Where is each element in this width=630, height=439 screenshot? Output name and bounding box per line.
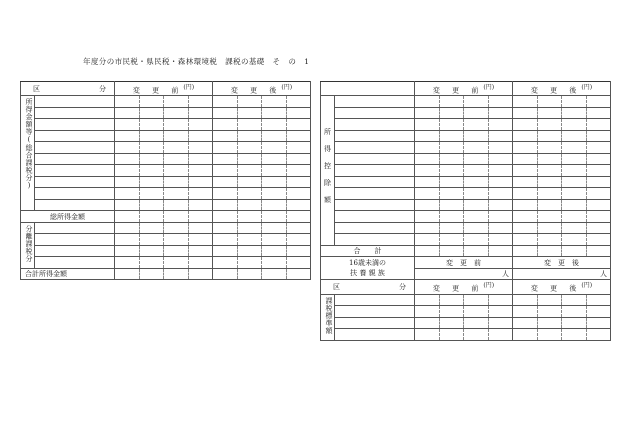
deduction-after-cell[interactable] [513, 222, 611, 234]
sum-income-after[interactable] [213, 268, 311, 280]
taxable-before-cell[interactable] [415, 329, 513, 341]
separate-row-label[interactable] [35, 234, 115, 246]
deduction-group-label: 所得控除額 [321, 96, 335, 246]
dependents-label: 16歳未満の 扶 養 親 族 [321, 257, 415, 280]
deduction-after-cell[interactable] [513, 96, 611, 108]
before-header: 変 更 前(円) [415, 82, 513, 96]
taxable-after-cell[interactable] [513, 317, 611, 329]
deduction-after-cell[interactable] [513, 234, 611, 246]
deduction-before-cell[interactable] [415, 222, 513, 234]
taxable-after-cell[interactable] [513, 329, 611, 341]
taxable-row-label[interactable] [335, 306, 415, 318]
separate-before-cell[interactable] [115, 257, 213, 269]
taxable-after-cell[interactable] [513, 294, 611, 306]
deduction-after-cell[interactable] [513, 119, 611, 131]
separate-after-cell[interactable] [213, 245, 311, 257]
income-before-cell[interactable] [115, 188, 213, 200]
income-row-label[interactable] [35, 142, 115, 154]
income-row-label[interactable] [35, 96, 115, 108]
total-income-label: 総所得金額 [21, 211, 115, 223]
deduction-row-label[interactable] [335, 96, 415, 108]
income-after-cell[interactable] [213, 96, 311, 108]
income-row-label[interactable] [35, 119, 115, 131]
deduction-row-label[interactable] [335, 211, 415, 223]
separate-group-label: 分離課税分 [21, 222, 35, 268]
income-row-label[interactable] [35, 130, 115, 142]
person-unit: 人 [600, 270, 607, 279]
right-deduction-table [320, 81, 611, 341]
sum-income-label: 合計所得金額 [21, 268, 115, 280]
income-row-label[interactable] [35, 176, 115, 188]
total-income-after[interactable] [213, 211, 311, 223]
shotoku-group-label: 所得金額等(総合課税分) [21, 96, 35, 211]
deduction-row-label[interactable] [335, 130, 415, 142]
kubun-header: 区 分 [21, 82, 115, 96]
income-row-label[interactable] [35, 188, 115, 200]
deduction-after-cell[interactable] [513, 176, 611, 188]
deduction-sum-before[interactable] [415, 245, 513, 257]
deduction-after-cell[interactable] [513, 142, 611, 154]
deduction-before-cell[interactable] [415, 142, 513, 154]
income-after-cell[interactable] [213, 153, 311, 165]
taxable-row-label[interactable] [335, 317, 415, 329]
page-title: 年度分の市民税・県民税・森林環境税 課税の基礎 そ の 1 [83, 57, 310, 66]
income-before-cell[interactable] [115, 130, 213, 142]
separate-before-cell[interactable] [115, 245, 213, 257]
income-row-label[interactable] [35, 153, 115, 165]
taxable-row-label[interactable] [335, 329, 415, 341]
deduction-after-cell[interactable] [513, 153, 611, 165]
income-row-label[interactable] [35, 199, 115, 211]
income-before-cell[interactable] [115, 176, 213, 188]
deduction-row-label[interactable] [335, 107, 415, 119]
deduction-row-label[interactable] [335, 119, 415, 131]
after-header: 変 更 後(円) [213, 82, 311, 96]
dependents-before-count[interactable] [415, 268, 513, 280]
taxable-before-header: 変 更 前(円) [415, 280, 513, 294]
kubun-header: 区 分 [321, 280, 415, 294]
deduction-before-cell[interactable] [415, 119, 513, 131]
after-header: 変 更 後(円) [513, 82, 611, 96]
income-after-cell[interactable] [213, 107, 311, 119]
income-before-cell[interactable] [115, 165, 213, 177]
sum-income-before[interactable] [115, 268, 213, 280]
deduction-row-label[interactable] [335, 222, 415, 234]
total-income-before[interactable] [115, 211, 213, 223]
separate-row-label[interactable] [35, 257, 115, 269]
deduction-sum-label: 合 計 [321, 245, 415, 257]
deduction-row-label[interactable] [335, 142, 415, 154]
deduction-before-cell[interactable] [415, 96, 513, 108]
deduction-before-cell[interactable] [415, 130, 513, 142]
income-before-cell[interactable] [115, 153, 213, 165]
income-after-cell[interactable] [213, 188, 311, 200]
income-after-cell[interactable] [213, 130, 311, 142]
deduction-after-cell[interactable] [513, 165, 611, 177]
left-income-table [20, 81, 311, 280]
separate-before-cell[interactable] [115, 234, 213, 246]
deduction-row-label[interactable] [335, 234, 415, 246]
taxable-after-header: 変 更 後(円) [513, 280, 611, 294]
taxable-before-cell[interactable] [415, 294, 513, 306]
income-before-cell[interactable] [115, 142, 213, 154]
taxable-row-label[interactable] [335, 294, 415, 306]
income-after-cell[interactable] [213, 199, 311, 211]
deduction-after-cell[interactable] [513, 211, 611, 223]
deduction-after-cell[interactable] [513, 107, 611, 119]
income-after-cell[interactable] [213, 165, 311, 177]
deduction-after-cell[interactable] [513, 130, 611, 142]
blank-header [321, 82, 415, 96]
deduction-row-label[interactable] [335, 165, 415, 177]
income-row-label[interactable] [35, 165, 115, 177]
deduction-before-cell[interactable] [415, 199, 513, 211]
dependents-before-header: 変 更 前 [415, 257, 513, 269]
income-after-cell[interactable] [213, 119, 311, 131]
income-after-cell[interactable] [213, 142, 311, 154]
separate-before-cell[interactable] [115, 222, 213, 234]
deduction-before-cell[interactable] [415, 153, 513, 165]
deduction-before-cell[interactable] [415, 176, 513, 188]
before-header: 変 更 前(円) [115, 82, 213, 96]
separate-row-label[interactable] [35, 245, 115, 257]
taxable-group-label: 課税標準額 [321, 294, 335, 340]
deduction-after-cell[interactable] [513, 199, 611, 211]
deduction-before-cell[interactable] [415, 165, 513, 177]
income-after-cell[interactable] [213, 176, 311, 188]
income-before-cell[interactable] [115, 119, 213, 131]
separate-row-label[interactable] [35, 222, 115, 234]
person-unit: 人 [502, 270, 509, 279]
income-row-label[interactable] [35, 107, 115, 119]
taxable-before-cell[interactable] [415, 306, 513, 318]
dependents-after-count[interactable] [513, 268, 611, 280]
deduction-row-label[interactable] [335, 176, 415, 188]
deduction-before-cell[interactable] [415, 188, 513, 200]
separate-after-cell[interactable] [213, 257, 311, 269]
income-before-cell[interactable] [115, 96, 213, 108]
separate-after-cell[interactable] [213, 234, 311, 246]
separate-after-cell[interactable] [213, 222, 311, 234]
deduction-before-cell[interactable] [415, 234, 513, 246]
deduction-sum-after[interactable] [513, 245, 611, 257]
deduction-after-cell[interactable] [513, 188, 611, 200]
deduction-row-label[interactable] [335, 199, 415, 211]
deduction-row-label[interactable] [335, 153, 415, 165]
income-before-cell[interactable] [115, 107, 213, 119]
income-before-cell[interactable] [115, 199, 213, 211]
deduction-row-label[interactable] [335, 188, 415, 200]
taxable-before-cell[interactable] [415, 317, 513, 329]
deduction-before-cell[interactable] [415, 107, 513, 119]
taxable-after-cell[interactable] [513, 306, 611, 318]
dependents-after-header: 変 更 後 [513, 257, 611, 269]
deduction-before-cell[interactable] [415, 211, 513, 223]
